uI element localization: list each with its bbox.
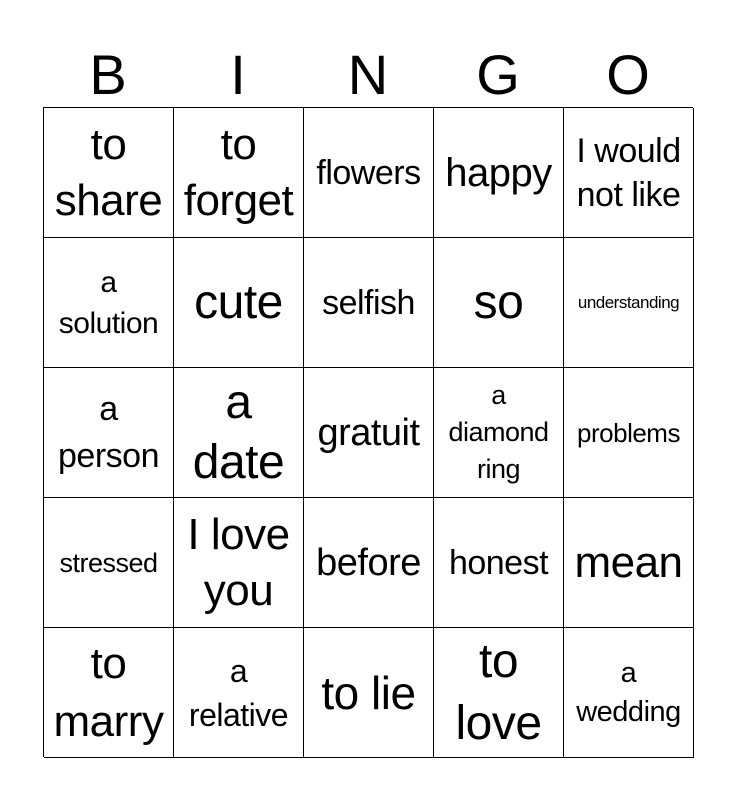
cell-label: a person bbox=[58, 389, 159, 475]
bingo-cell[interactable] bbox=[174, 238, 304, 368]
cell-label: a diamond ring bbox=[448, 380, 549, 484]
bingo-cell[interactable] bbox=[174, 368, 304, 498]
header-letter-o: O bbox=[606, 43, 650, 106]
cell-label: flowers bbox=[316, 153, 421, 192]
bingo-cell[interactable] bbox=[174, 498, 304, 628]
cell-label: to marry bbox=[53, 638, 164, 746]
bingo-cell[interactable] bbox=[434, 238, 564, 368]
bingo-cell[interactable] bbox=[174, 108, 304, 238]
cell-label: so bbox=[473, 275, 524, 329]
bingo-cell[interactable] bbox=[44, 498, 174, 628]
cell-label: happy bbox=[445, 150, 552, 195]
cell-label: gratuit bbox=[317, 411, 420, 454]
cell-label: I would not like bbox=[576, 131, 681, 214]
cell-label: mean bbox=[574, 537, 683, 587]
bingo-cell[interactable] bbox=[434, 498, 564, 628]
cell-label: honest bbox=[448, 543, 549, 582]
cell-label: to share bbox=[54, 119, 163, 225]
bingo-cell[interactable] bbox=[304, 108, 434, 238]
header-letter-n: N bbox=[347, 43, 389, 106]
bingo-cell[interactable] bbox=[434, 368, 564, 498]
bingo-board bbox=[43, 107, 693, 757]
cell-label: selfish bbox=[322, 283, 415, 322]
cell-label: a relative bbox=[188, 652, 289, 733]
bingo-cell[interactable] bbox=[564, 498, 694, 628]
bingo-cell[interactable] bbox=[44, 238, 174, 368]
bingo-cell[interactable] bbox=[434, 108, 564, 238]
header-letter-g: G bbox=[476, 43, 520, 106]
bingo-cell[interactable] bbox=[304, 238, 434, 368]
bingo-cell[interactable] bbox=[174, 628, 304, 758]
cell-label: before bbox=[316, 541, 421, 584]
bingo-cell[interactable] bbox=[304, 498, 434, 628]
bingo-cell[interactable] bbox=[44, 628, 174, 758]
bingo-cell[interactable] bbox=[564, 368, 694, 498]
cell-label: a wedding bbox=[576, 656, 681, 728]
cell-label: a solution bbox=[58, 265, 159, 340]
cell-label: I love you bbox=[187, 509, 290, 615]
header-letter-i: I bbox=[230, 43, 246, 106]
bingo-cell[interactable] bbox=[434, 628, 564, 758]
bingo-cell[interactable] bbox=[304, 628, 434, 758]
bingo-cell[interactable] bbox=[44, 368, 174, 498]
cell-label: a date bbox=[192, 375, 285, 489]
cell-label: stressed bbox=[59, 547, 158, 578]
cell-label: to forget bbox=[183, 119, 294, 225]
bingo-cell[interactable] bbox=[304, 368, 434, 498]
cell-label: problems bbox=[577, 417, 680, 448]
cell-label: to lie bbox=[321, 666, 416, 719]
header-letter-b: B bbox=[89, 43, 127, 106]
bingo-cell[interactable] bbox=[564, 628, 694, 758]
cell-label: understanding bbox=[577, 292, 680, 312]
bingo-cell[interactable] bbox=[564, 108, 694, 238]
bingo-header bbox=[43, 42, 693, 108]
cell-label: cute bbox=[194, 275, 283, 329]
bingo-cell[interactable] bbox=[564, 238, 694, 368]
cell-label: to love bbox=[455, 634, 542, 750]
bingo-cell[interactable] bbox=[44, 108, 174, 238]
